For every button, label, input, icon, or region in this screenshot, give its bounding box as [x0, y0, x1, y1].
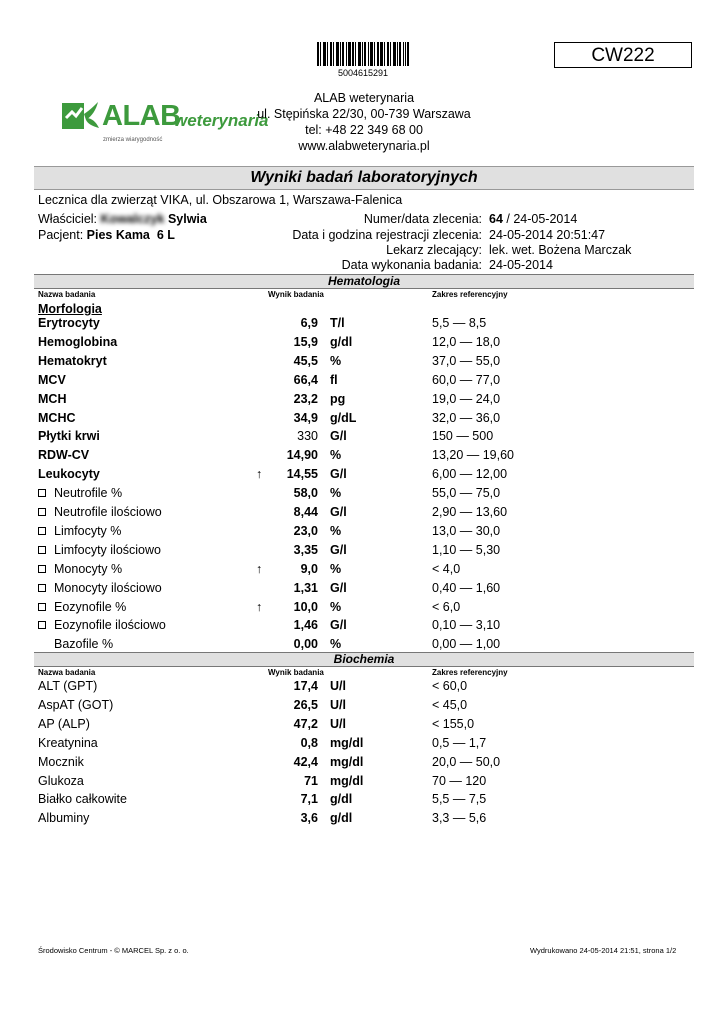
table-row	[0, 811, 726, 829]
test-name: Leukocyty	[38, 467, 100, 482]
test-value: 14,55	[286, 467, 318, 482]
test-unit: U/l	[330, 716, 346, 731]
test-value: 58,0	[293, 486, 318, 501]
test-name: Białko całkowite	[38, 792, 127, 807]
test-value: 14,90	[286, 448, 318, 463]
test-unit: G/l	[330, 580, 347, 595]
col-header-ref: Zakres referencyjny	[432, 290, 508, 299]
biochemistry-title: Biochemia	[333, 652, 395, 666]
test-unit: g/dl	[330, 334, 353, 349]
test-value: 15,9	[293, 334, 318, 349]
test-unit: %	[330, 599, 342, 614]
test-value: 330	[297, 429, 318, 444]
test-reference: < 60,0	[432, 679, 468, 693]
test-value: 66,4	[293, 372, 318, 387]
checkbox-icon	[38, 603, 46, 611]
lab-address: ul. Stępińska 22/30, 00-739 Warszawa	[257, 107, 471, 121]
test-unit: T/l	[330, 316, 345, 330]
table-row	[0, 792, 726, 810]
table-row	[0, 392, 726, 410]
table-row	[0, 755, 726, 773]
bio-col-header-result: Wynik badania	[268, 668, 324, 677]
test-reference: 0,00 — 1,00	[432, 637, 501, 652]
test-value: 71	[304, 773, 318, 788]
test-unit: G/l	[330, 429, 347, 444]
test-unit: g/dl	[330, 811, 353, 826]
table-row	[0, 486, 726, 504]
lab-name: ALAB weterynaria	[313, 91, 415, 105]
test-reference: 55,0 — 75,0	[432, 486, 501, 501]
footer-printed: Wydrukowano 24-05-2014 21:51, strona 1/2	[530, 946, 677, 955]
test-name: Neutrofile %	[54, 486, 123, 501]
test-unit: %	[330, 353, 342, 368]
lab-phone: tel: +48 22 349 68 00	[305, 123, 423, 137]
table-row	[0, 524, 726, 542]
order-date: / 24-05-2014	[506, 212, 578, 226]
test-name: Bazofile %	[54, 637, 114, 652]
table-row	[0, 581, 726, 599]
test-unit: mg/dl	[330, 773, 364, 788]
test-reference: < 45,0	[432, 697, 468, 712]
test-reference: 5,5 — 8,5	[432, 316, 487, 330]
table-row	[0, 373, 726, 391]
test-value: 34,9	[293, 410, 318, 425]
checkbox-icon	[38, 489, 46, 497]
test-unit: %	[330, 523, 342, 538]
test-name: Limfocyty ilościowo	[54, 542, 161, 557]
test-unit: G/l	[330, 618, 347, 633]
test-value: 17,4	[293, 679, 318, 693]
test-reference: 60,0 — 77,0	[432, 372, 501, 387]
checkbox-icon	[38, 527, 46, 535]
test-unit: U/l	[330, 679, 346, 693]
high-flag-icon: ↑	[256, 467, 263, 482]
test-reference: 150 — 500	[432, 429, 494, 444]
logo-subtitle: weterynaria	[174, 111, 269, 130]
test-name: Eozynofile %	[54, 599, 127, 614]
test-reference: 37,0 — 55,0	[432, 353, 501, 368]
test-value: 10,0	[293, 599, 318, 614]
test-name: Limfocyty %	[54, 523, 122, 538]
test-value: 3,35	[293, 542, 318, 557]
test-value: 47,2	[293, 716, 318, 731]
test-reference: < 6,0	[432, 599, 461, 614]
table-row	[0, 505, 726, 523]
patient-name: Pies Kama	[86, 228, 150, 242]
test-name: Mocznik	[38, 754, 84, 769]
test-name: ALT (GPT)	[38, 679, 98, 693]
order-number	[489, 212, 577, 226]
bio-col-header-ref: Zakres referencyjny	[432, 668, 508, 677]
table-row	[0, 429, 726, 447]
checkbox-icon	[38, 621, 46, 629]
table-row	[0, 354, 726, 372]
patient-age: 6 L	[156, 228, 175, 242]
col-header-result: Wynik badania	[268, 290, 324, 299]
table-row	[0, 335, 726, 353]
hematology-section-bar	[34, 274, 694, 289]
barcode	[317, 42, 409, 66]
test-unit: mg/dl	[330, 754, 364, 769]
test-reference: 13,0 — 30,0	[432, 523, 501, 538]
test-name: Kreatynina	[38, 735, 98, 750]
barcode-number: 5004615291	[337, 68, 389, 78]
alab-logo-icon	[62, 100, 100, 132]
lab-info	[230, 90, 498, 154]
table-row	[0, 618, 726, 636]
owner-label: Właściciel:	[38, 212, 98, 226]
test-reference: 70 — 120	[432, 773, 487, 788]
test-unit: %	[330, 561, 342, 576]
registration-label: Data i godzina rejestracji zlecenia:	[292, 228, 482, 242]
test-reference: 0,10 — 3,10	[432, 618, 501, 633]
order-number-value: 64	[489, 212, 503, 226]
table-row	[0, 448, 726, 466]
test-reference: 32,0 — 36,0	[432, 410, 501, 425]
owner-surname: Kowalczyk	[100, 212, 165, 226]
test-name: Albuminy	[38, 811, 90, 826]
test-value: 0,8	[300, 735, 318, 750]
test-reference: 13,20 — 19,60	[432, 448, 515, 463]
clinic-line: Lecznica dla zwierząt VIKA, ul. Obszarowa 1, Warszawa-Falenica	[38, 193, 403, 207]
test-unit: U/l	[330, 697, 346, 712]
test-unit: G/l	[330, 505, 347, 519]
test-value: 42,4	[293, 754, 318, 769]
test-unit: G/l	[330, 467, 347, 482]
footer-software: Środowisko Centrum - © MARCEL Sp. z o. o.	[38, 946, 189, 955]
test-name: Monocyty ilościowo	[54, 580, 162, 595]
test-name: Hemoglobina	[38, 334, 118, 349]
high-flag-icon: ↑	[256, 561, 263, 576]
table-row	[0, 316, 726, 334]
test-reference: 3,3 — 5,6	[432, 811, 487, 826]
test-reference: 6,00 — 12,00	[432, 467, 508, 482]
test-reference: 2,90 — 13,60	[432, 505, 508, 519]
test-unit: pg	[330, 391, 346, 406]
test-name: Neutrofile ilościowo	[54, 505, 162, 519]
table-row	[0, 543, 726, 561]
test-reference: 0,40 — 1,60	[432, 580, 501, 595]
table-row	[0, 467, 726, 485]
morphology-subtitle: Morfologia	[38, 302, 102, 316]
sample-code-box: CW222	[554, 42, 692, 68]
table-row	[0, 600, 726, 618]
test-value: 6,9	[300, 316, 318, 330]
test-value: 23,2	[293, 391, 318, 406]
test-name: AP (ALP)	[38, 716, 90, 731]
report-title: Wyniki badań laboratoryjnych	[250, 169, 478, 186]
logo-tagline: zmierza wiarygodność	[103, 137, 163, 143]
owner-line	[38, 212, 207, 226]
test-unit: g/dl	[330, 792, 353, 807]
test-reference: < 155,0	[432, 716, 475, 731]
test-unit: mg/dl	[330, 735, 364, 750]
high-flag-icon: ↑	[256, 599, 263, 614]
test-unit: %	[330, 486, 342, 501]
test-unit: %	[330, 637, 342, 652]
test-value: 45,5	[293, 353, 318, 368]
order-number-label: Numer/data zlecenia:	[363, 212, 482, 226]
test-value: 1,31	[293, 580, 318, 595]
execution-date-value: 24-05-2014	[489, 258, 553, 272]
test-name: Płytki krwi	[38, 429, 100, 444]
test-reference: 0,5 — 1,7	[432, 735, 487, 750]
checkbox-icon	[38, 546, 46, 554]
test-reference: 12,0 — 18,0	[432, 334, 501, 349]
test-value: 7,1	[300, 792, 318, 807]
test-name: MCV	[38, 372, 66, 387]
table-row	[0, 717, 726, 735]
doctor-value: lek. wet. Bożena Marczak	[489, 243, 632, 257]
table-row	[0, 679, 726, 697]
col-header-name: Nazwa badania	[38, 290, 96, 299]
bio-col-header-name: Nazwa badania	[38, 668, 96, 677]
test-unit: fl	[330, 372, 338, 387]
table-row	[0, 774, 726, 792]
test-unit: %	[330, 448, 342, 463]
table-row	[0, 411, 726, 429]
test-reference: 1,10 — 5,30	[432, 542, 501, 557]
checkbox-icon	[38, 565, 46, 573]
test-unit: g/dL	[330, 410, 357, 425]
test-name: Eozynofile ilościowo	[54, 618, 166, 633]
table-row	[0, 736, 726, 754]
test-reference: 19,0 — 24,0	[432, 391, 501, 406]
patient-line	[38, 228, 175, 242]
table-row	[0, 698, 726, 716]
test-value: 26,5	[293, 697, 318, 712]
test-name: MCH	[38, 391, 67, 406]
test-name: AspAT (GOT)	[38, 697, 114, 712]
test-value: 1,46	[293, 618, 318, 633]
table-row	[0, 562, 726, 580]
checkbox-icon	[38, 584, 46, 592]
test-name: RDW-CV	[38, 448, 90, 463]
lab-website: www.alabweterynaria.pl	[298, 139, 430, 153]
execution-date-label: Data wykonania badania:	[341, 258, 482, 272]
test-value: 9,0	[300, 561, 318, 576]
test-reference: < 4,0	[432, 561, 461, 576]
hematology-title: Hematologia	[327, 274, 400, 288]
logo-brand: ALAB	[102, 100, 181, 132]
test-reference: 5,5 — 7,5	[432, 792, 487, 807]
doctor-label: Lekarz zlecający:	[386, 243, 482, 257]
test-name: MCHC	[38, 410, 76, 425]
test-name: Hematokryt	[38, 353, 107, 368]
test-unit: G/l	[330, 542, 347, 557]
registration-value: 24-05-2014 20:51:47	[489, 228, 606, 242]
test-value: 8,44	[293, 505, 318, 519]
owner-name: Sylwia	[167, 212, 207, 226]
test-value: 23,0	[293, 523, 318, 538]
test-name: Monocyty %	[54, 561, 123, 576]
checkbox-icon	[38, 508, 46, 516]
test-value: 0,00	[293, 637, 318, 652]
test-value: 3,6	[300, 811, 318, 826]
test-name: Erytrocyty	[38, 316, 100, 330]
patient-label: Pacjent:	[38, 228, 84, 242]
biochemistry-section-bar	[34, 652, 694, 667]
report-title-bar	[34, 166, 694, 190]
test-reference: 20,0 — 50,0	[432, 754, 501, 769]
test-name: Glukoza	[38, 773, 84, 788]
